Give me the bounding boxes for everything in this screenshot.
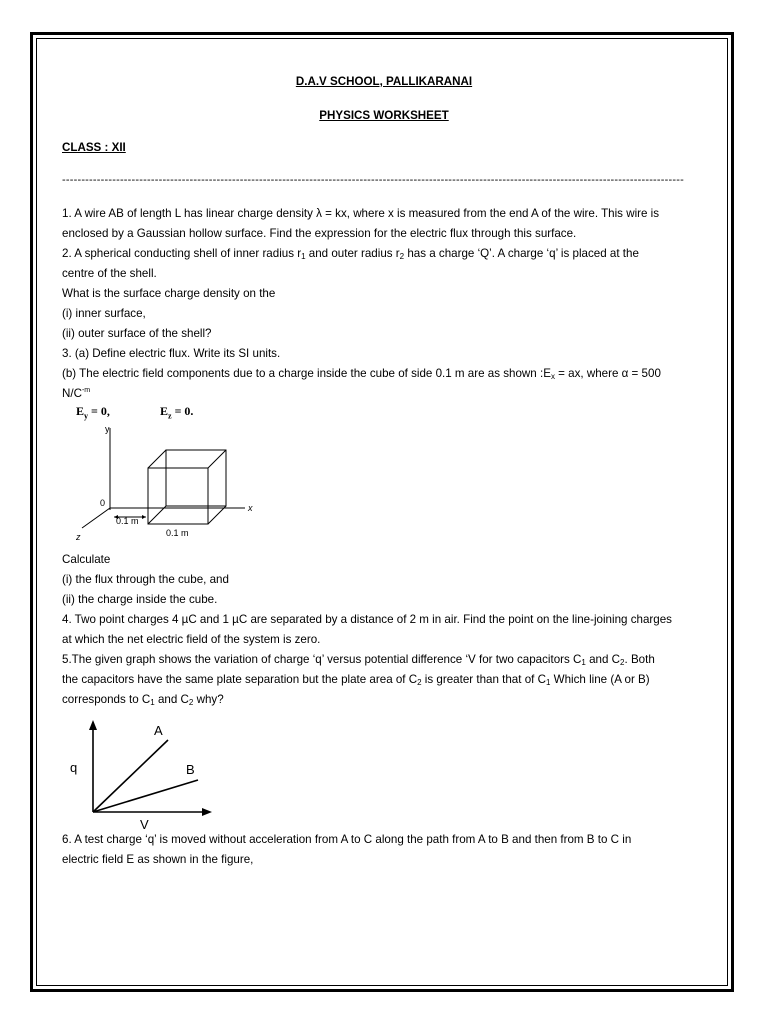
graph-line-b-label: B: [186, 762, 195, 777]
cube-axis-y-label: y: [105, 424, 110, 434]
eq-ez: $E_z = 0$.: [160, 404, 194, 421]
q3-line1: 3. (a) Define electric flux. Write its SI units.: [62, 347, 281, 360]
question-list-2: [62, 550, 722, 710]
eq-ey: $E_y = 0$,: [76, 404, 110, 421]
q2-line4: (i) inner surface,: [62, 307, 146, 320]
cube-axis-x-label: x: [248, 503, 253, 513]
graph-line-a-label: A: [154, 723, 163, 738]
q3-line2: (b) The electric field components due to a charge inside the cube of side 0.1 m are as shown $:E_x$ = ax, where α = 500: [62, 367, 661, 381]
question-list: [62, 204, 722, 404]
q5-line3: corresponds to $C_1$ and $C_2$ why?: [62, 693, 224, 707]
q3-part1: (i) the flux through the cube, and: [62, 573, 229, 586]
cube-axis-z-label: z: [76, 532, 81, 542]
graph-xlabel: V: [140, 817, 149, 830]
q4-line1: 4. Two point charges 4 µC and 1 µC are separated by a distance of 2 m in air. Find the point on the line-joining charges: [62, 613, 672, 626]
cube-figure: [60, 420, 270, 550]
question-list-3: [62, 830, 722, 870]
cube-length-label-2: 0.1 m: [166, 528, 189, 538]
school-name: D.A.V SCHOOL, PALLIKARANAI: [295, 75, 473, 88]
q4-line2: at which the net electric field of the system is zero.: [62, 633, 321, 646]
q3-part2: (ii) the charge inside the cube.: [62, 593, 218, 606]
q2-line5: (ii) outer surface of the shell?: [62, 327, 212, 340]
q5-line2: the capacitors have the same plate separation but the plate area of $C_2$ is greater than that of $C_1$ Which line (A or B): [62, 673, 650, 687]
q2-line1: 2. A spherical conducting shell of inner radius $r_1$ and outer radius $r_2$ has a charge ‘Q’. A charge ‘q’ is placed at the: [62, 247, 639, 261]
q3-line3: $N/C^{-m}$: [62, 387, 91, 400]
q6-line1: 6. A test charge ‘q’ is moved without acceleration from A to C along the path from A to B and then from B to C in: [62, 833, 632, 846]
q1-line2: enclosed by a Gaussian hollow surface. Find the expression for the electric flux through this surface.: [62, 227, 577, 240]
class-label: CLASS : XII: [62, 141, 126, 154]
q2-line2: centre of the shell.: [62, 267, 157, 280]
z-axis: [82, 508, 110, 528]
graph-ylabel: q: [70, 760, 78, 775]
separator-line: -----------------------------------------------------------------------------------------------------------------------------------------------------------------: [62, 174, 684, 186]
q6-line2: electric field E as shown in the figure,: [62, 853, 254, 866]
q1-line1: 1. A wire AB of length L has linear charge density λ = kx, where x is measured from the end A of the wire. This wire is: [62, 207, 660, 220]
cube-origin-label: 0: [100, 498, 106, 508]
q5-line1: 5.The given graph shows the variation of charge ‘q’ versus potential difference ‘V for two capacitors $C_1$ and $C_2$. Both: [62, 653, 655, 667]
q3-calc: Calculate: [62, 553, 111, 566]
worksheet-title: PHYSICS WORKSHEET: [319, 109, 449, 122]
cube-length-label-1: 0.1 m: [116, 516, 139, 526]
qv-graph: [56, 718, 226, 830]
q2-line3: What is the surface charge density on the: [62, 287, 276, 300]
